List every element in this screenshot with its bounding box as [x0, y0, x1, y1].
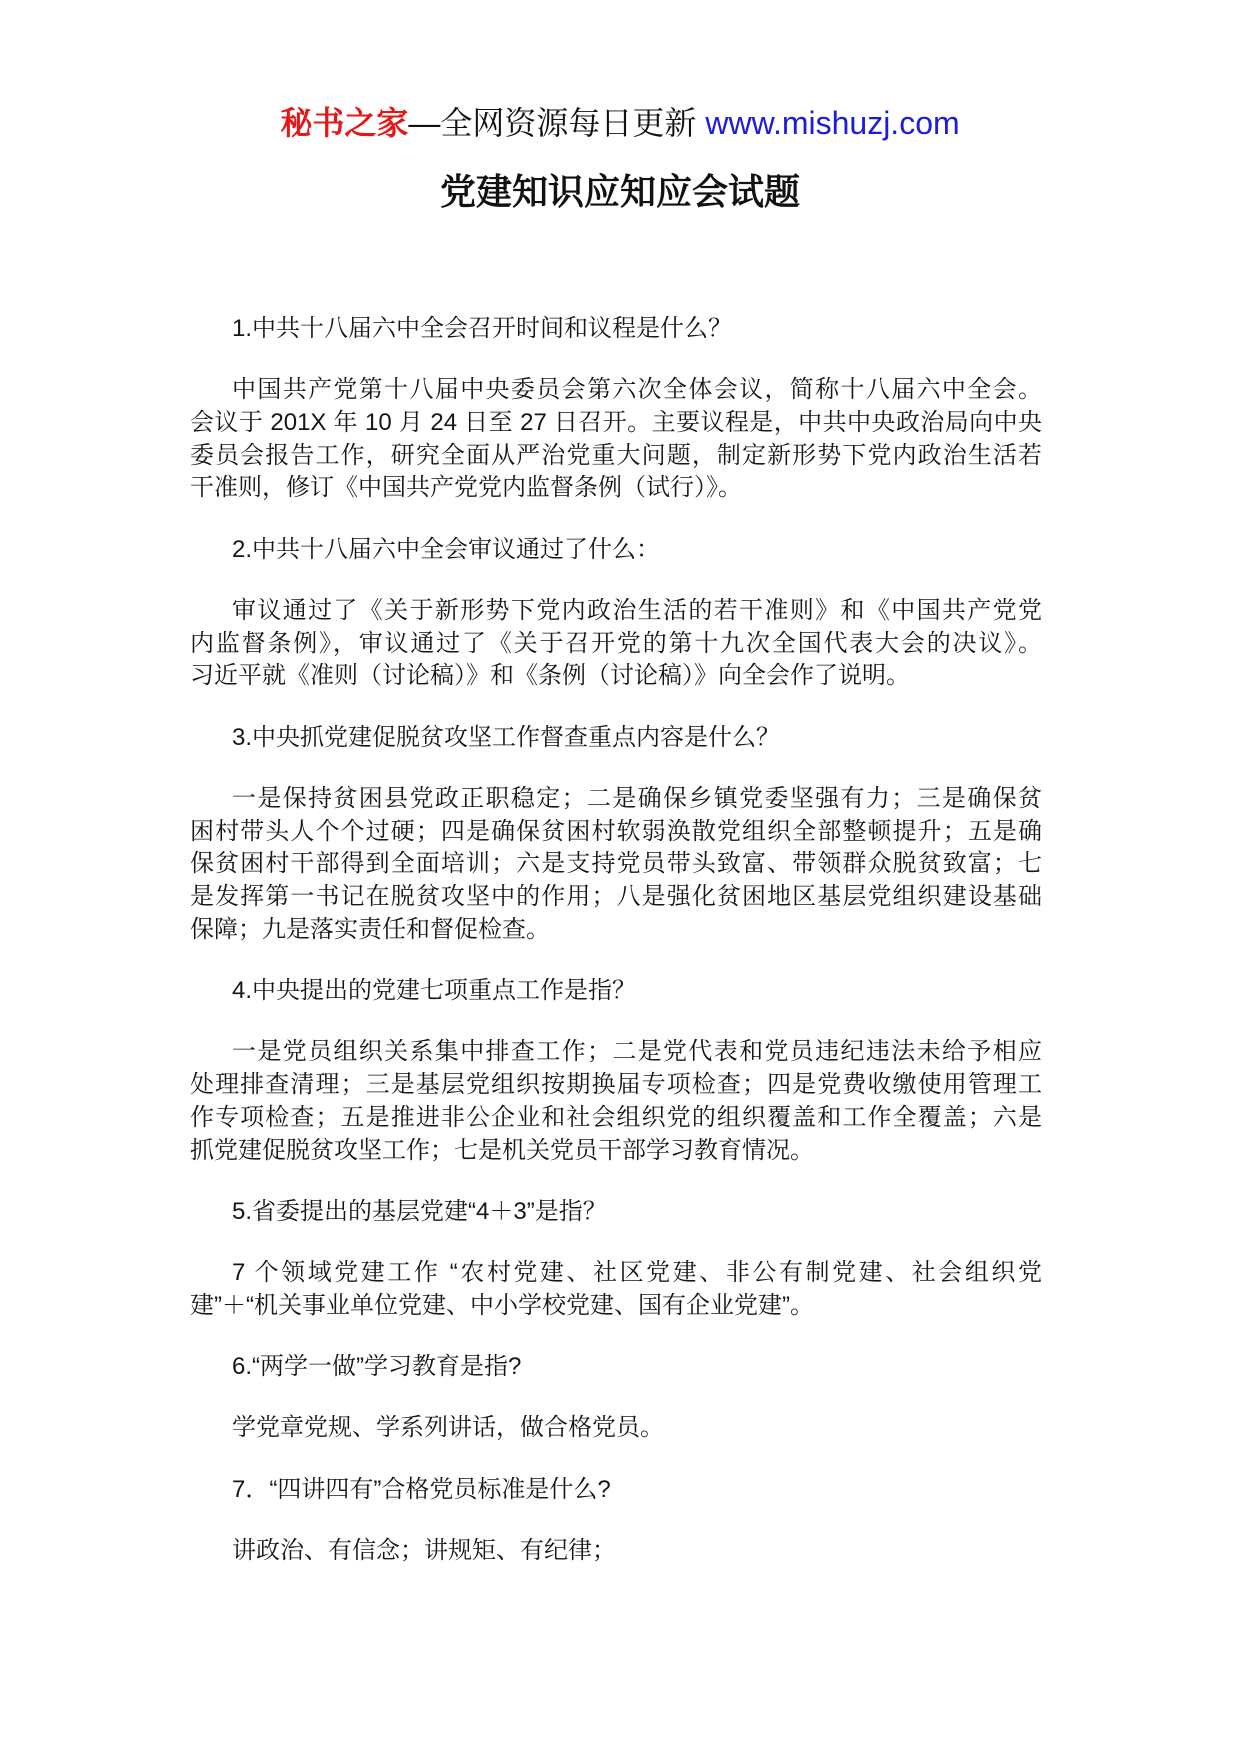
answer-line: 作专项检查；五是推进非公企业和社会组织党的组织覆盖和工作全覆盖；六是 [190, 1103, 1042, 1131]
answer-line: 是发挥第一书记在脱贫攻坚中的作用；八是强化贫困地区基层党组织建设基础 [190, 883, 1042, 911]
answer-line: 会议于 201X 年 10 月 24 日至 27 日召开。主要议程是，中共中央政治局向中央 [190, 409, 1042, 436]
site-url: www.mishuzj.com [705, 105, 960, 141]
document-body [190, 313, 1042, 1596]
answer-5 [190, 1257, 1042, 1322]
question-7: 7．“四讲四有”合格党员标准是什么? [232, 1475, 611, 1503]
answer-1 [190, 374, 1042, 505]
answer-line: 学党章党规、学系列讲话，做合格党员。 [232, 1414, 664, 1442]
answer-line: 审议通过了《关于新形势下党内政治生活的若干准则》和《中国共产党党 [232, 597, 1042, 624]
question-3: 3.中央抓党建促脱贫攻坚工作督查重点内容是什么？ [232, 723, 781, 751]
answer-line: 内监督条例》，审议通过了《关于召开党的第十九次全国代表大会的决议》。 [190, 629, 1042, 657]
answer-line: 干准则，修订《中国共产党党内监督条例（试行）》。 [190, 474, 742, 502]
question-6: 6.“两学一做”学习教育是指? [232, 1353, 522, 1381]
question-1: 1.中共十八届六中全会召开时间和议程是什么？ [232, 315, 733, 342]
answer-line: 讲政治、有信念；讲规矩、有纪律； [232, 1537, 616, 1564]
answer-line: 一是保持贫困县党政正职稳定；二是确保乡镇党委坚强有力；三是确保贫 [232, 785, 1042, 812]
answer-line: 委员会报告工作，研究全面从严治党重大问题，制定新形势下党内政治生活若 [190, 441, 1042, 469]
brand-name: 秘书之家 [280, 105, 409, 141]
site-header [0, 103, 1240, 143]
answer-line: 抓党建促脱贫攻坚工作；七是机关党员干部学习教育情况。 [190, 1136, 814, 1164]
question-4: 4.中央提出的党建七项重点工作是指？ [232, 977, 637, 1005]
answer-7 [190, 1535, 1042, 1568]
answer-line: 建”＋“机关事业单位党建、中小学校党建、国有企业党建”。 [190, 1291, 814, 1319]
answer-3 [190, 783, 1042, 947]
question-2: 2.中共十八届六中全会审议通过了什么： [232, 535, 661, 563]
header-tagline: —全网资源每日更新 [408, 105, 697, 141]
question-5: 5.省委提出的基层党建“4＋3”是指？ [232, 1197, 607, 1225]
answer-line: 习近平就《准则（讨论稿）》和《条例（讨论稿）》向全会作了说明。 [190, 662, 910, 690]
answer-6 [190, 1412, 1042, 1445]
answer-line: 一是党员组织关系集中排查工作；二是党代表和党员违纪违法未给予相应 [232, 1038, 1042, 1066]
answer-4 [190, 1036, 1042, 1167]
answer-2 [190, 595, 1042, 693]
answer-line: 困村带头人个个过硬；四是确保贫困村软弱涣散党组织全部整顿提升；五是确 [190, 817, 1042, 845]
answer-line: 7 个领域党建工作 “农村党建、社区党建、非公有制党建、社会组织党 [232, 1259, 1042, 1287]
answer-line: 中国共产党第十八届中央委员会第六次全体会议，简称十八届六中全会。 [232, 376, 1042, 404]
answer-line: 处理排查清理；三是基层党组织按期换届专项检查；四是党费收缴使用管理工 [190, 1071, 1042, 1099]
answer-line: 保障；九是落实责任和督促检查。 [190, 915, 550, 943]
page-title: 党建知识应知应会试题 [439, 171, 800, 213]
answer-line: 保贫困村干部得到全面培训；六是支持党员带头致富、带领群众脱贫致富；七 [190, 850, 1042, 878]
